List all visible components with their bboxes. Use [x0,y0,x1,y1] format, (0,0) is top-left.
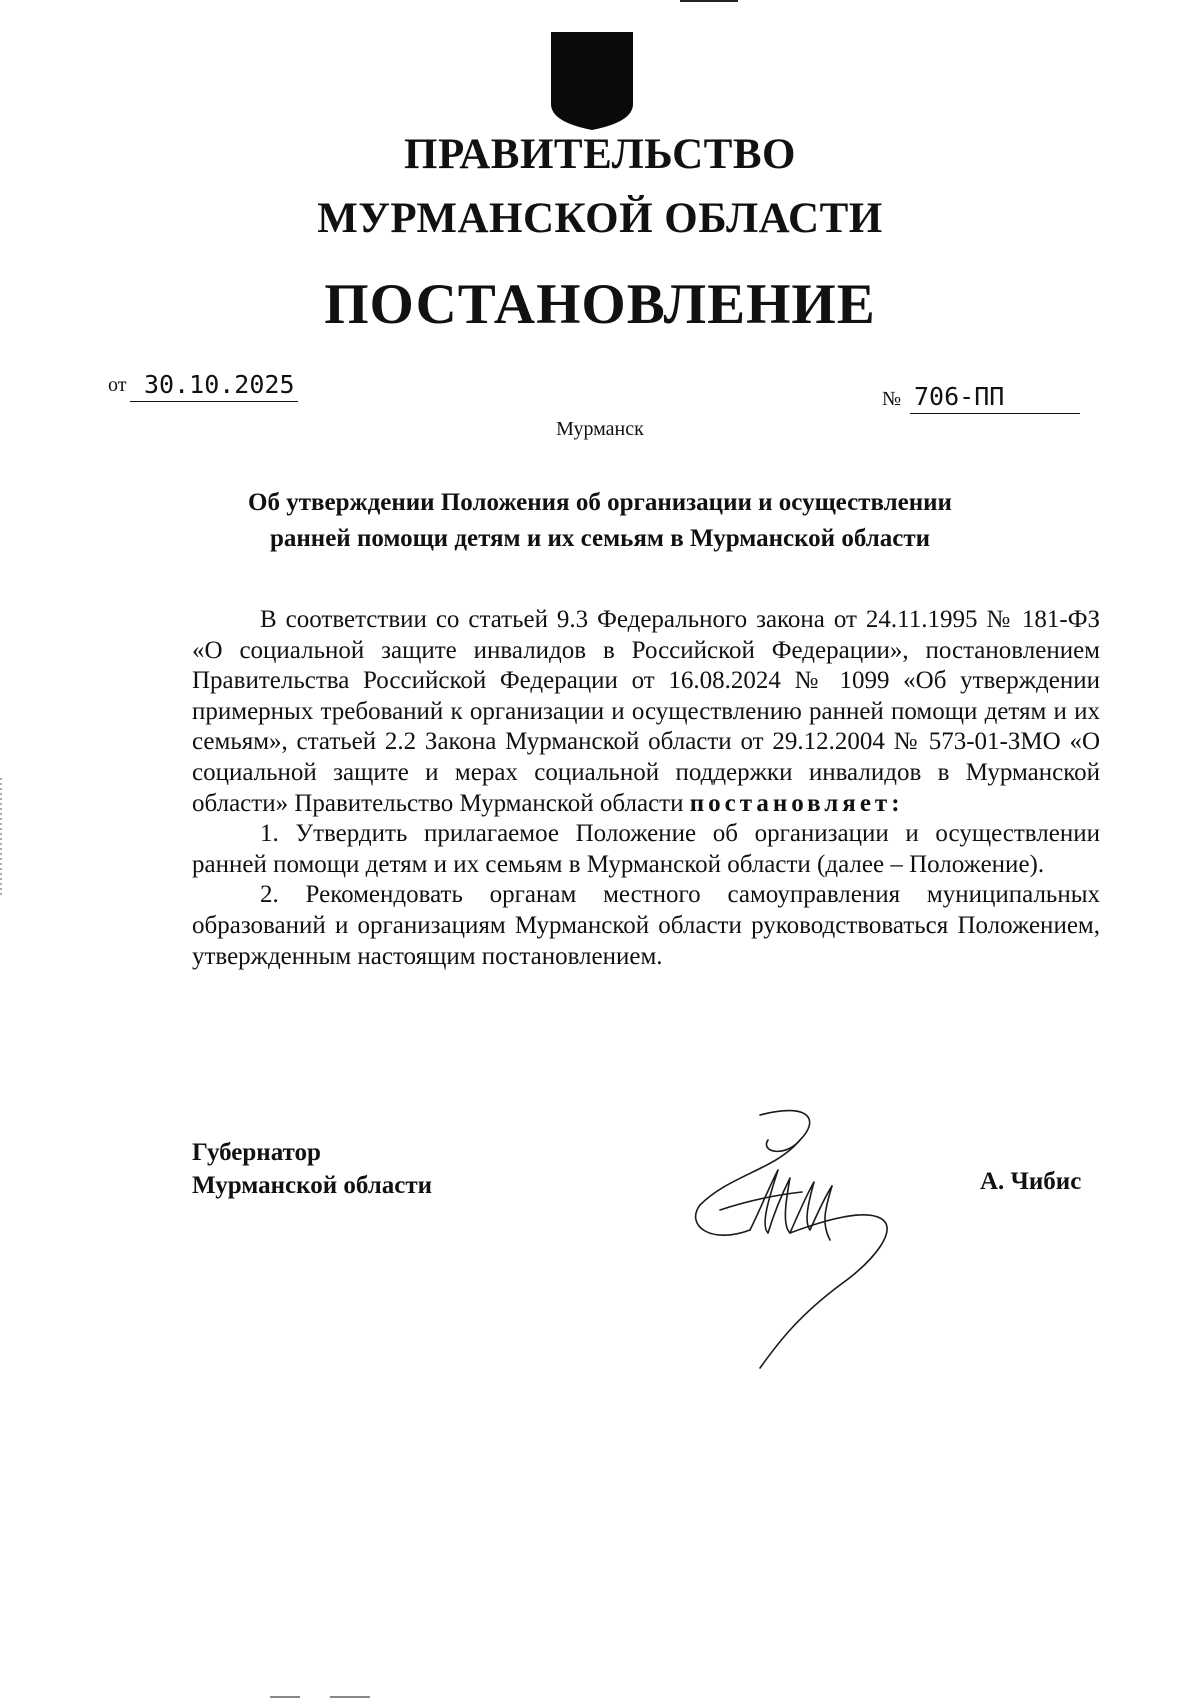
preamble-paragraph [192,605,1100,819]
subject-line2: ранней помощи детям и их семьям в Мурманской области [269,525,931,552]
document-body [192,605,1100,972]
scan-mark-bottom-2 [330,1696,370,1698]
item-2-paragraph: 2. Рекомендовать органам местного самоуправления муниципальных образований и организациям Мурманской области руководствоваться Положением, утвержденным настоящим постановлением. [192,881,1100,970]
subject-line1: Об утверждении Положения об организации и осуществлении [248,489,952,516]
preamble-text: В соответствии со статьей 9.3 Федерального закона от 24.11.1995 № 181-ФЗ «О социальной защите инвалидов в Российской Федерации», постановлением Правительства Российской Федерации от 16.08.2024 № 1099 «Об утверждении примерных требований к организации и осуществлению ранней помощи детям и их семьям», статьей 2.2 Закона Мурманской области от 29.12.2004 № 573-01-ЗМО «О социальной защите и мерах социальной поддержки инвалидов в Мурманской области» Правительство Мурманской области [192,606,1100,817]
scan-mark-bottom-1 [270,1696,300,1698]
item-1-paragraph: 1. Утвердить прилагаемое Положение об организации и осуществлении ранней помощи детям и их семьям в Мурманской области (далее – Положение). [192,820,1100,878]
signatory-title-line1: Губернатор [192,1139,321,1166]
document-number: 706-ПП [910,384,1080,414]
issue-city: Мурманск [556,418,644,440]
handwritten-signature [690,1100,950,1370]
government-title-line1: ПРАВИТЕЛЬСТВО [404,131,796,178]
document-subject [0,485,1200,557]
scan-mark-left [0,778,2,898]
number-prefix: № [882,388,902,410]
resolves-word: постановляет: [689,789,904,817]
signatory-title [192,1136,432,1202]
date-prefix: от [108,374,127,396]
scan-mark-top [680,0,738,2]
document-type-title: ПОСТАНОВЛЕНИЕ [324,273,876,336]
document-date: 30.10.2025 [130,372,298,402]
signatory-name: А. Чибис [980,1168,1082,1195]
signatory-title-line2: Мурманской области [192,1172,433,1199]
government-title-line2: МУРМАНСКОЙ ОБЛАСТИ [317,195,883,242]
coat-of-arms-emblem [551,32,633,130]
